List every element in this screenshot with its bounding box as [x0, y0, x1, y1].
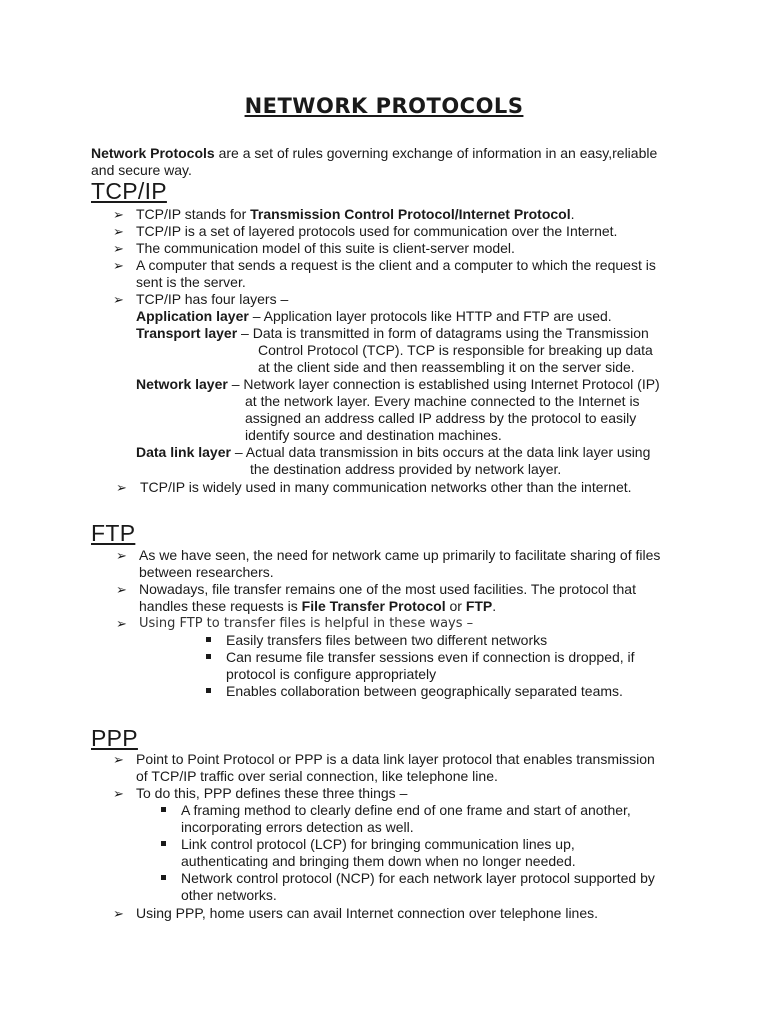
heading-ftp: FTP [91, 520, 136, 546]
application-layer-line: Application layer – Application layer protocols like HTTP and FTP are used. [136, 308, 612, 324]
arrow-bullet-icon: ➢ [113, 258, 124, 273]
arrow-bullet-icon: ➢ [116, 616, 127, 631]
tcpip-bullet-1: TCP/IP stands for Transmission Control Protocol/Internet Protocol. [136, 206, 575, 222]
ftp-bullet-1-line-2: between researchers. [139, 564, 274, 580]
ftp-sub-bullet-2-line-1: Can resume file transfer sessions even if connection is dropped, if [226, 649, 635, 665]
intro-term: Network Protocols [91, 145, 215, 161]
transport-layer-line-3: at the client side and then reassembling it on the server side. [258, 359, 635, 375]
network-layer-line-2: at the network layer. Every machine connected to the Internet is [245, 393, 640, 409]
transport-layer-line-2: Control Protocol (TCP). TCP is responsible for breaking up data [258, 342, 653, 358]
arrow-bullet-icon: ➢ [113, 292, 124, 307]
arrow-bullet-icon: ➢ [116, 582, 127, 597]
arrow-bullet-icon: ➢ [113, 752, 124, 767]
arrow-bullet-icon: ➢ [113, 786, 124, 801]
square-bullet-icon [161, 841, 166, 846]
square-bullet-icon [161, 875, 166, 880]
arrow-bullet-icon: ➢ [113, 207, 124, 222]
ftp-sub-bullet-2-line-2: protocol is configure appropriately [226, 666, 437, 682]
tcpip-bullet-4-line-1: A computer that sends a request is the client and a computer to which the request is [136, 257, 656, 273]
intro-text: are a set of rules governing exchange of information in an easy,reliable and secure way. [91, 145, 658, 178]
heading-tcpip: TCP/IP [91, 178, 167, 204]
ftp-bullet-2-line-1: Nowadays, file transfer remains one of the most used facilities. The protocol that [139, 581, 636, 597]
ppp-sub-bullet-3-line-2: other networks. [181, 887, 277, 903]
ppp-bullet-1-line-1: Point to Point Protocol or PPP is a data link layer protocol that enables transmission [136, 751, 655, 767]
intro-paragraph [91, 145, 681, 179]
ppp-bullet-1-line-2: of TCP/IP traffic over serial connection, like telephone line. [136, 768, 498, 784]
ppp-bullet-2: To do this, PPP defines these three things – [136, 785, 408, 801]
arrow-bullet-icon: ➢ [113, 241, 124, 256]
network-layer-line-3: assigned an address called IP address by the protocol to easily [245, 410, 637, 426]
ppp-sub-bullet-1-line-2: incorporating errors detection as well. [181, 819, 414, 835]
arrow-bullet-icon: ➢ [113, 224, 124, 239]
arrow-bullet-icon: ➢ [113, 906, 124, 921]
square-bullet-icon [206, 654, 211, 659]
ftp-sub-bullet-3: Enables collaboration between geographically separated teams. [226, 683, 623, 699]
arrow-bullet-icon: ➢ [116, 480, 127, 495]
data-link-layer-line-2: the destination address provided by network layer. [250, 461, 562, 477]
ftp-bullet-1-line-1: As we have seen, the need for network came up primarily to facilitate sharing of files [139, 547, 661, 563]
transport-layer-line-1: Transport layer – Data is transmitted in form of datagrams using the Transmission [136, 325, 649, 341]
ftp-bullet-3: Using FTP to transfer files is helpful in these ways – [139, 616, 474, 631]
ppp-sub-bullet-1-line-1: A framing method to clearly define end of one frame and start of another, [181, 802, 631, 818]
arrow-bullet-icon: ➢ [116, 548, 127, 563]
network-layer-line-4: identify source and destination machines. [245, 427, 502, 443]
tcpip-bullet-3: The communication model of this suite is client-server model. [136, 240, 515, 256]
ppp-sub-bullet-2-line-1: Link control protocol (LCP) for bringing communication lines up, [181, 836, 575, 852]
ppp-sub-bullet-2-line-2: authenticating and bringing them down when no longer needed. [181, 853, 576, 869]
tcpip-bullet-2: TCP/IP is a set of layered protocols used for communication over the Internet. [136, 223, 618, 239]
tcpip-bullet-5: TCP/IP has four layers – [136, 291, 289, 307]
tcpip-bullet-4-line-2: sent is the server. [136, 274, 246, 290]
data-link-layer-line-1: Data link layer – Actual data transmission in bits occurs at the data link layer using [136, 444, 651, 460]
ppp-sub-bullet-3-line-1: Network control protocol (NCP) for each network layer protocol supported by [181, 870, 655, 886]
ftp-bullet-2-line-2: handles these requests is File Transfer Protocol or FTP. [139, 598, 497, 614]
square-bullet-icon [161, 807, 166, 812]
ppp-bullet-3: Using PPP, home users can avail Internet connection over telephone lines. [136, 905, 599, 921]
square-bullet-icon [206, 688, 211, 693]
network-layer-line-1: Network layer – Network layer connection is established using Internet Protocol (IP) [136, 376, 660, 392]
square-bullet-icon [206, 637, 211, 642]
tcpip-bullet-6: TCP/IP is widely used in many communication networks other than the internet. [140, 479, 632, 495]
document-title: NETWORK PROTOCOLS [244, 94, 524, 118]
ftp-sub-bullet-1: Easily transfers files between two different networks [226, 632, 548, 648]
heading-ppp: PPP [91, 725, 138, 751]
